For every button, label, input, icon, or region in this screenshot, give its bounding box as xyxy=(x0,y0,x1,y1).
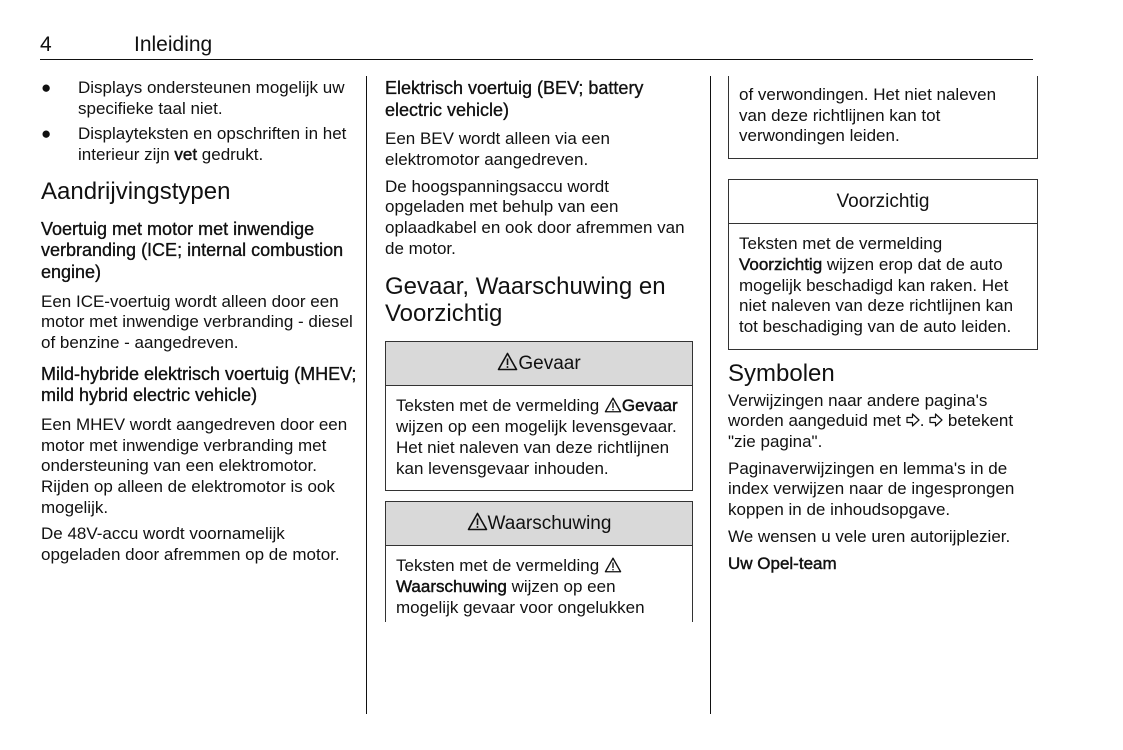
warning-triangle-icon xyxy=(467,512,488,531)
subsection-heading: Voertuig met motor met inwendige verbranding (ICE; internal combustion engine) xyxy=(41,218,344,282)
bullet-list xyxy=(41,78,359,166)
bold-keyword: Voorzichtig xyxy=(739,254,823,274)
signature: Uw Opel-team xyxy=(728,553,837,573)
warning-box-continued xyxy=(728,76,1038,159)
list-item: ● Displayteksten en opschriften in het interieur zijn vet gedrukt. xyxy=(41,124,347,165)
danger-box-header: Gevaar xyxy=(386,342,692,386)
page-reference-arrow-icon xyxy=(906,413,920,427)
warning-triangle-icon xyxy=(604,557,622,573)
warning-triangle-icon xyxy=(604,397,622,413)
bold-keyword: vet xyxy=(174,145,198,165)
paragraph: Verwijzingen naar andere pagina's worden aangeduid met . betekent "zie pagina". xyxy=(728,390,1014,452)
chapter-title: Inleiding xyxy=(134,33,213,56)
column-divider xyxy=(710,76,711,714)
subsection-heading: Elektrisch voertuig (BEV; battery electric vehicle) xyxy=(385,78,644,120)
paragraph: Een ICE-voertuig wordt alleen door een motor met inwendige verbranding - diesel of benzine - aangedreven. xyxy=(41,291,353,352)
paragraph: We wensen u vele uren autorijplezier. xyxy=(728,526,1011,546)
danger-box xyxy=(385,341,693,491)
page-number: 4 xyxy=(40,33,52,56)
caution-box-header: Voorzichtig xyxy=(729,180,1037,224)
warning-box-header: Waarschuwing xyxy=(386,502,692,546)
page-reference-arrow-icon xyxy=(929,413,943,427)
paragraph: Een MHEV wordt aangedreven door een motor met inwendige verbranding met ondersteuning van een elektromotor. Rijden op alleen de elektromotor is ook mogelijk. xyxy=(41,414,348,517)
paragraph: De hoogspanningsaccu wordt opgeladen met behulp van een oplaadkabel en ook door afremmen van de motor. xyxy=(385,176,685,258)
bullet-dot-icon: ● xyxy=(41,78,52,97)
section-heading: Gevaar, Waarschuwing en Voorzichtig xyxy=(385,273,666,328)
subsection-heading: Mild-hybride elektrisch voertuig (MHEV; mild hybrid electric vehicle) xyxy=(41,363,357,406)
danger-box-body: Teksten met de vermelding Gevaar wijzen op een mogelijk levensgevaar. Het niet naleven van deze richtlijnen kan levensgevaar inhouden. xyxy=(396,396,678,478)
paragraph: Paginaverwijzingen en lemma's in de index verwijzen naar de ingesprongen koppen in de inhoudsopgave. xyxy=(728,458,1015,520)
column-2 xyxy=(385,78,693,622)
column-divider xyxy=(366,76,367,714)
bullet-dot-icon: ● xyxy=(41,124,52,144)
section-heading: Symbolen xyxy=(728,359,835,387)
warning-box-body: of verwondingen. Het niet naleven van deze richtlijnen kan tot verwondingen leiden. xyxy=(739,85,997,146)
warning-box-body: Teksten met de vermelding Waarschuwing wijzen op een mogelijk gevaar voor ongelukken xyxy=(396,556,645,617)
paragraph: Een BEV wordt alleen via een elektromotor aangedreven. xyxy=(385,129,610,169)
page-header xyxy=(40,32,1033,60)
column-3 xyxy=(728,76,1038,580)
caution-box-body: Teksten met de vermelding Voorzichtig wijzen erop dat de auto mogelijk beschadigd kan raken. Het niet naleven van deze richtlijnen kan tot beschadiging van de auto leiden. xyxy=(739,234,1014,336)
warning-triangle-icon xyxy=(497,352,518,371)
column-1 xyxy=(41,78,359,572)
list-item: ● Displays ondersteunen mogelijk uw specifieke taal niet. xyxy=(41,78,345,118)
caution-box xyxy=(728,179,1038,350)
bold-keyword: Waarschuwing xyxy=(396,576,507,596)
warning-box xyxy=(385,501,693,622)
bold-keyword: Gevaar xyxy=(621,396,678,416)
paragraph: De 48V-accu wordt voornamelijk opgeladen door afremmen op de motor. xyxy=(41,524,340,565)
section-heading: Aandrijvingstypen xyxy=(41,177,231,205)
